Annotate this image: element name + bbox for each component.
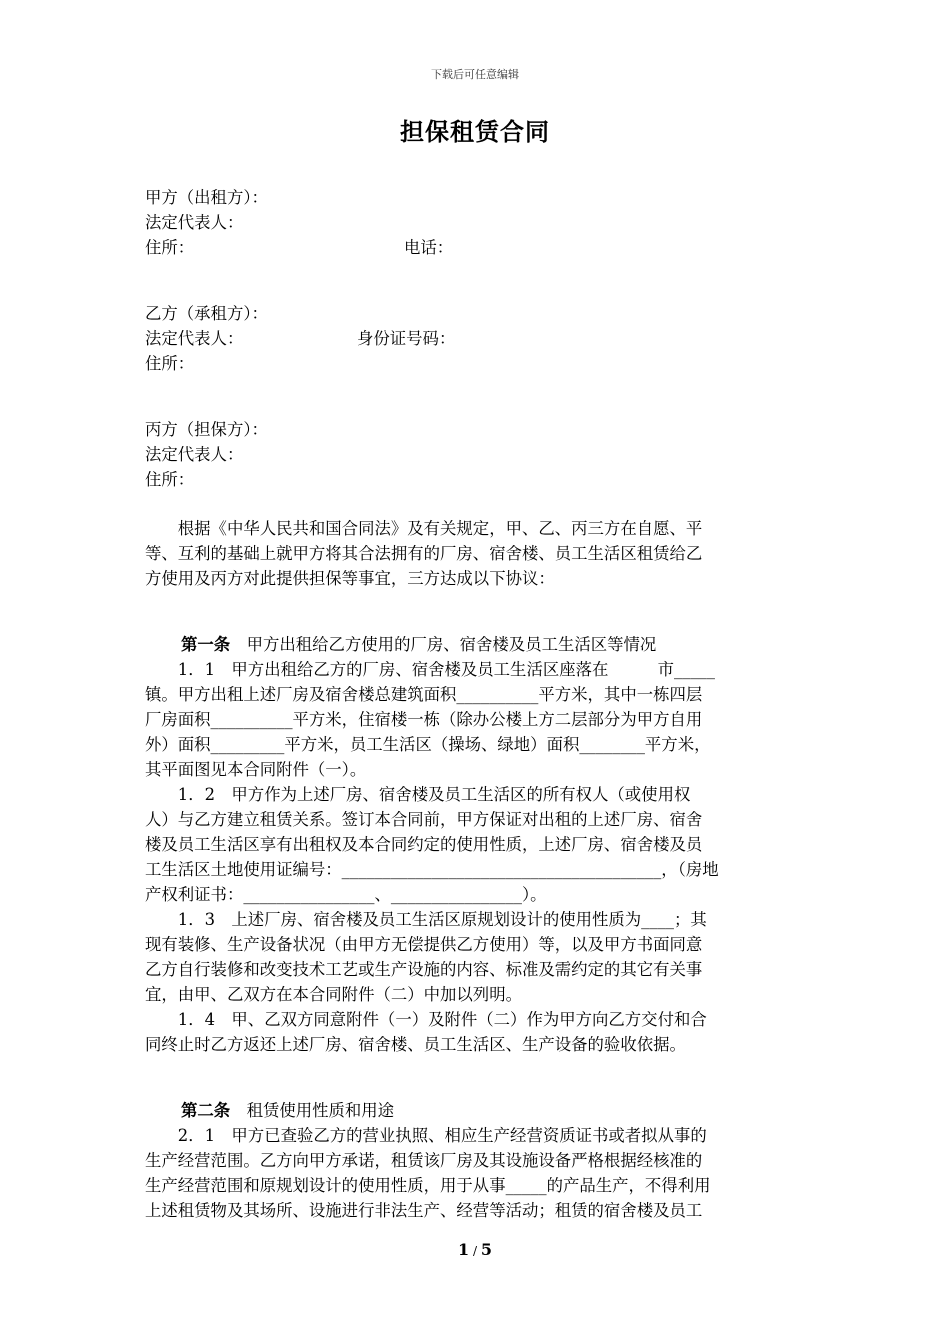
header-note: 下载后可任意编辑 [431, 68, 519, 81]
body-line: 现有装修、生产设备状况（由甲方无偿提供乙方使用）等，以及甲方书面同意 [145, 935, 703, 954]
article-2-label: 第二条 [181, 1101, 231, 1120]
article-1-text: 甲方出租给乙方使用的厂房、宿舍楼及员工生活区等情况 [246, 635, 657, 654]
party-c-address: 住所： [145, 470, 195, 489]
party-a-rep: 法定代表人： [145, 213, 244, 232]
body-line: 1．1 甲方出租给乙方的厂房、宿舍楼及员工生活区座落在 市_____ [145, 660, 715, 679]
body-line: 人）与乙方建立租赁关系。签订本合同前，甲方保证对出租的上述厂房、宿舍 [145, 810, 703, 829]
body-line: 上述租赁物及其场所、设施进行非法生产、经营等活动；租赁的宿舍楼及员工 [145, 1201, 703, 1220]
body-line: 厂房面积__________平方米，住宿楼一栋（除办公楼上方二层部分为甲方自用 [145, 710, 703, 729]
body-line: 外）面积_________平方米，员工生活区（操场、绿地）面积________平方米， [145, 735, 711, 754]
body-line: 镇。甲方出租上述厂房及宿舍楼总建筑面积__________平方米，其中一栋四层 [145, 685, 703, 704]
body-line: 1．4 甲、乙双方同意附件（一）及附件（二）作为甲方向乙方交付和合 [145, 1010, 707, 1029]
party-c-title: 丙方（担保方）： [145, 420, 268, 439]
page-number [0, 1240, 950, 1259]
party-b-title: 乙方（承租方）： [145, 304, 268, 323]
party-b-rep: 法定代表人： [145, 329, 244, 348]
body-line: 同终止时乙方返还上述厂房、宿舍楼、员工生活区、生产设备的验收依据。 [145, 1035, 686, 1054]
body-line: 工生活区土地使用证编号：_______________________________________，（房地 [145, 860, 719, 879]
total-pages: 5 [480, 1240, 492, 1259]
body-line: 生产经营范围。乙方向甲方承诺，租赁该厂房及其设施设备严格根据经核准的 [145, 1151, 703, 1170]
body-line: 方使用及丙方对此提供担保等事宜，三方达成以下协议： [145, 569, 555, 588]
document-title: 担保租赁合同 [400, 117, 550, 146]
body-line: 其平面图见本合同附件（一）。 [145, 760, 367, 779]
party-b-id: 身份证号码： [357, 329, 456, 348]
body-line: 楼及员工生活区享有出租权及本合同约定的使用性质，上述厂房、宿舍楼及员 [145, 835, 703, 854]
body-line: 生产经营范围和原规划设计的使用性质，用于从事_____的产品生产，不得利用 [145, 1176, 711, 1195]
party-b-address: 住所： [145, 354, 195, 373]
body-line: 产权利证书：________________、________________）。 [145, 885, 547, 904]
page-separator: / [469, 1244, 481, 1258]
article-1-heading [181, 635, 656, 655]
party-a-address: 住所： [145, 238, 195, 257]
party-c-rep: 法定代表人： [145, 445, 244, 464]
party-a-phone: 电话： [404, 238, 454, 257]
body-line: 2．1 甲方已查验乙方的营业执照、相应生产经营资质证书或者拟从事的 [145, 1126, 707, 1145]
body-line: 乙方自行装修和改变技术工艺或生产设施的内容、标准及需约定的其它有关事 [145, 960, 703, 979]
body-line: 宜，由甲、乙双方在本合同附件（二）中加以列明。 [145, 985, 522, 1004]
article-2-heading [181, 1101, 394, 1121]
article-1-label: 第一条 [181, 635, 231, 654]
body-line: 根据《中华人民共和国合同法》及有关规定，甲、乙、丙三方在自愿、平 [145, 519, 703, 538]
party-a-title: 甲方（出租方）： [145, 188, 268, 207]
body-line: 1．3 上述厂房、宿舍楼及员工生活区原规划设计的使用性质为____；其 [145, 910, 707, 929]
body-line: 1．2 甲方作为上述厂房、宿舍楼及员工生活区的所有权人（或使用权 [145, 785, 691, 804]
article-2-text: 租赁使用性质和用途 [246, 1101, 395, 1120]
current-page: 1 [458, 1240, 470, 1259]
body-line: 等、互利的基础上就甲方将其合法拥有的厂房、宿舍楼、员工生活区租赁给乙 [145, 544, 703, 563]
